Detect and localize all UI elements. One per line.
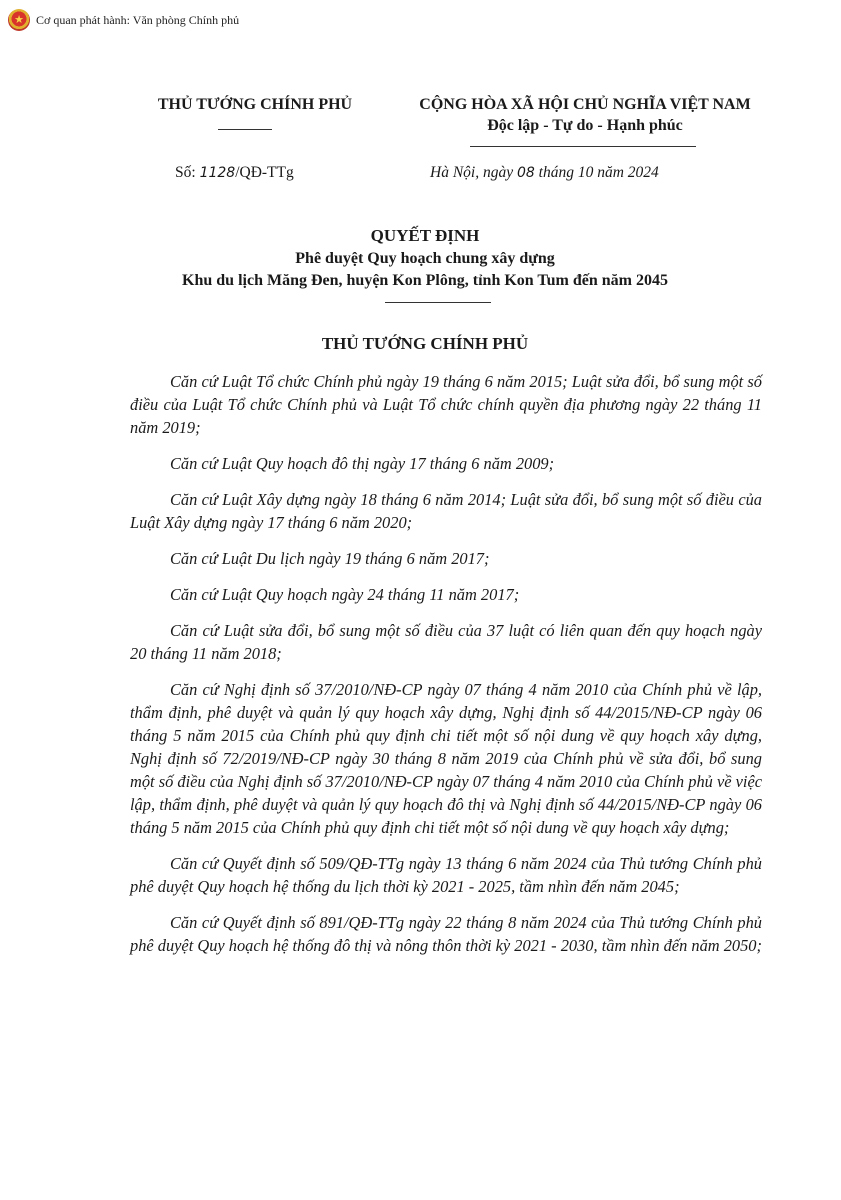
paragraph: Căn cứ Nghị định số 37/2010/NĐ-CP ngày 07 tháng 4 năm 2010 của Chính phủ về lập, thẩm định, phê duyệt và quản lý quy hoạch xây dựng, Nghị định số 44/2015/NĐ-CP ngày 06 tháng 5 năm 2015 của Chính phủ quy định chi tiết một số nội dung về quy hoạch xây dựng, Nghị định số 72/2019/NĐ-CP ngày 30 tháng 8 năm 2019 của Chính phủ về sửa đổi, bổ sung một số điều của Nghị định số 37/2010/NĐ-CP ngày 07 tháng 4 năm 2010 của Chính phủ về việc lập, thẩm định, phê duyệt và quản lý quy hoạch đô thị và Nghị định số 44/2015/NĐ-CP ngày 06 tháng 5 năm 2015 của Chính phủ quy định chi tiết một số nội dung về quy hoạch xây dựng;: [130, 680, 762, 837]
paragraph: Căn cứ Luật Quy hoạch ngày 24 tháng 11 năm 2017;: [170, 585, 520, 604]
issuing-authority: THỦ TƯỚNG CHÍNH PHỦ: [157, 96, 353, 113]
title-line-2: Khu du lịch Măng Đen, huyện Kon Plông, tỉnh Kon Tum đến năm 2045: [182, 272, 668, 289]
document-number: [175, 164, 294, 182]
paragraph: Căn cứ Luật Tổ chức Chính phủ ngày 19 tháng 6 năm 2015; Luật sửa đổi, bổ sung một số điều của Luật Tổ chức Chính phủ và Luật Tổ chức chính quyền địa phương ngày 22 tháng 11 năm 2019;: [130, 372, 762, 437]
paragraph: Căn cứ Luật sửa đổi, bổ sung một số điều của 37 luật có liên quan đến quy hoạch ngày 20 tháng 11 năm 2018;: [130, 621, 762, 663]
motto-underline: [470, 146, 696, 147]
national-header: [380, 96, 790, 135]
national-motto: Độc lập - Tự do - Hạnh phúc: [487, 117, 683, 134]
title-line-1: Phê duyệt Quy hoạch chung xây dựng: [295, 250, 555, 267]
title-underline: [385, 302, 491, 303]
place-suffix: tháng 10 năm 2024: [538, 164, 659, 181]
authority-heading: THỦ TƯỚNG CHÍNH PHỦ: [321, 334, 529, 353]
nation-name: CỘNG HÒA XÃ HỘI CHỦ NGHĨA VIỆT NAM: [419, 96, 751, 113]
place-day: 08: [516, 165, 535, 181]
number-value: 1128: [199, 165, 236, 181]
paragraph: Căn cứ Quyết định số 891/QĐ-TTg ngày 22 tháng 8 năm 2024 của Thủ tướng Chính phủ phê duyệt Quy hoạch hệ thống đô thị và nông thôn thời kỳ 2021 - 2030, tầm nhìn đến năm 2050;: [130, 913, 762, 955]
place-prefix: Hà Nội, ngày: [430, 164, 514, 181]
authority-underline: [218, 129, 272, 130]
issuer-text: Cơ quan phát hành: Văn phòng Chính phủ: [36, 12, 240, 27]
preamble: [130, 370, 762, 970]
national-emblem-icon: ★: [8, 9, 30, 31]
document-type: QUYẾT ĐỊNH: [370, 226, 480, 245]
number-prefix: Số:: [175, 164, 196, 181]
decision-title: [80, 226, 770, 290]
paragraph: Căn cứ Luật Quy hoạch đô thị ngày 17 tháng 6 năm 2009;: [170, 454, 555, 473]
place-date: [430, 164, 659, 182]
number-suffix: /QĐ-TTg: [235, 164, 294, 181]
paragraph: Căn cứ Luật Du lịch ngày 19 tháng 6 năm 2017;: [170, 549, 490, 568]
paragraph: Căn cứ Quyết định số 509/QĐ-TTg ngày 13 tháng 6 năm 2024 của Thủ tướng Chính phủ phê duyệt Quy hoạch hệ thống du lịch thời kỳ 2021 - 2025, tầm nhìn đến năm 2045;: [130, 854, 762, 896]
paragraph: Căn cứ Luật Xây dựng ngày 18 tháng 6 năm 2014; Luật sửa đổi, bổ sung một số điều của Luật Xây dựng ngày 17 tháng 6 năm 2020;: [130, 490, 762, 532]
issuer-bar: [8, 8, 239, 32]
